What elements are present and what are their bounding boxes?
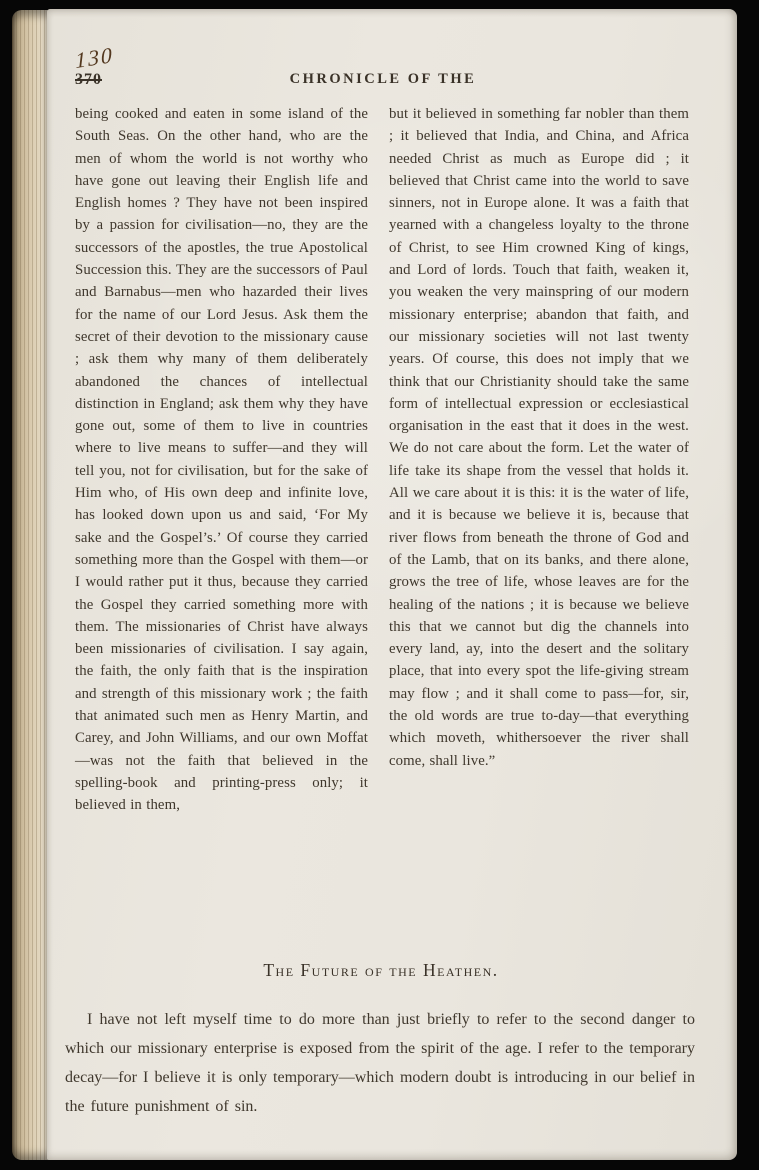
closing-paragraph: I have not left myself time to do more than just briefly to refer to the second danger to which our missionary enterprise is exposed from the spirit of the age. I refer to the temporary decay—for I believe it is only temporary—which modern doubt is introducing in our belief in the future punishment of sin. [65, 1011, 695, 1115]
handwritten-page-number: 130 [74, 41, 115, 74]
two-column-text-block [75, 103, 689, 817]
right-column-text: but it believed in something far nobler than them ; it believed that India, and China, and Africa needed Christ as much as Europe did ; it believed that Christ came into the world to save sinners, not in Europe alone. It was a faith that yearned with a changeless loyalty to the throne of Christ, to see Him crowned King of kings, and Lord of lords. Touch that faith, weaken it, you weaken the very mainspring of our modern missionary enterprise; abandon that faith, and our missionary societies will not last twenty years. Of course, this does not imply that we think that our Christianity should take the same form of intellectual expression or ecclesiastical organisation in the east that it does in the west. We do not care about the form. Let the water of life take its shape from the vessel that holds it. All we care about it is this: it is the water of life, and it is because we believe it is, because that river flows from beneath the throne of God and of the Lamb, that on its banks, and there alone, grows the tree of life, whose leaves are for the healing of the nations ; it is because we believe this that we cannot but dig the channels into every land, ay, into the desert and the solitary place, that into every spot the life-giving stream may flow ; and it shall come to pass—for, sir, the old words are true to-day—that everything which moveth, whithersoever the river shall come, shall live.” [389, 106, 689, 769]
left-column-text: being cooked and eaten in some island of the South Seas. On the other hand, who are the men of whom the world is not worthy who have gone out leaving their English life and English homes ? They have not been inspired by a passion for civilisation—no, they are the successors of the apostles, the true Apostolical Succession this. They are the successors of Paul and Barnabus—men who hazarded their lives for the name of our Lord Jesus. Ask them the secret of their devotion to the missionary cause ; ask them why many of them deliberately abandoned the chances of intellectual distinction in England; ask them why they have gone out, some of them to live in countries where to live means to suffer—and they will tell you, not for civilisation, but for the sake of Him who, of His own deep and infinite love, has looked down upon us and said, ‘For My sake and the Gospel’s.’ Of course they carried something more than the Gospel with them—or I would rather put it thus, because they carried the Gospel they carried something more with them. The missionaries of Christ have always been missionaries of civilisation. I say again, the faith, the only faith that is the inspiration and strength of this missionary work ; the faith that animated such men as Henry Martin, and Carey, and John Williams, and our own Moffat—was not the faith that believed in the spelling-book and printing-press only; it believed in them, [75, 106, 368, 814]
running-header: CHRONICLE OF THE [289, 71, 477, 87]
book-page-edges [12, 10, 49, 1160]
section-heading: The Future of the Heathen. [263, 960, 499, 980]
printed-page-number-struck-through: 370 [75, 71, 102, 88]
book-page [47, 9, 737, 1160]
